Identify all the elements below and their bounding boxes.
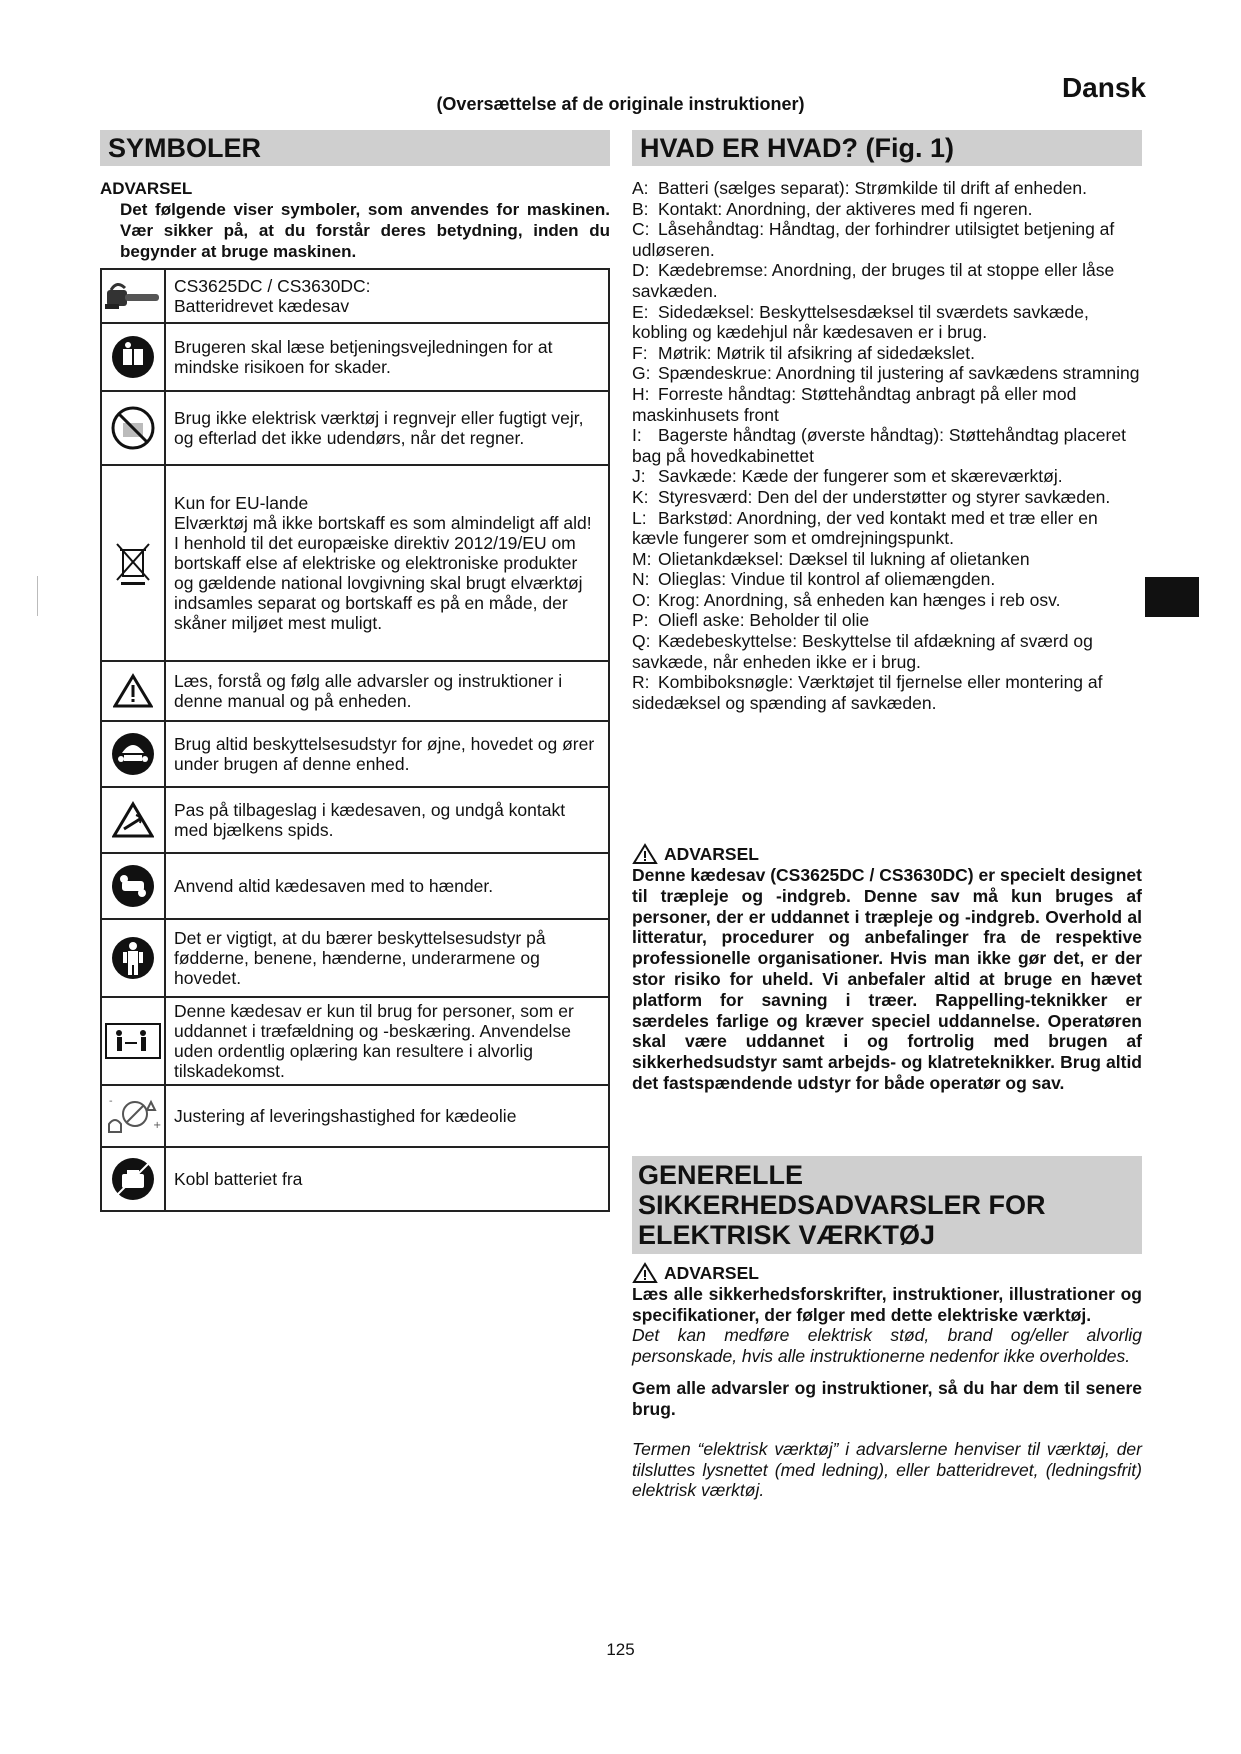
symbols-warning-text: Det følgende viser symboler, som anvendes for maskinen. Vær sikker på, at du forstår deres betydning, inden du begynder at bruge maskinen. [120,200,610,261]
symbol-description: Justering af leveringshastighed for kædeolie [165,1085,609,1147]
part-description: Barkstød: Anordning, der ved kontakt med et træ eller en kævle fungerer som et omdrejningspunkt. [632,507,1098,549]
symbol-row [101,919,609,997]
protective-suit-icon [101,919,165,997]
symbol-description: Brugeren skal læse betjeningsvejledningen for at mindske risikoen for skader. [165,323,609,391]
list-item [632,487,1142,508]
document-subtitle: (Oversættelse af de originale instruktioner) [436,94,805,114]
part-key: E: [632,301,649,322]
symbol-line: CS3625DC / CS3630DC: [174,276,371,296]
part-key: M: [632,548,652,569]
part-description: Savkæde: Kæde der fungerer som et skæreværktøj. [658,466,1063,487]
part-description: Sidedæksel: Beskyttelsesdæksel til sværdets savkæde, kobling og kædehjul når kædesaven er i brug. [632,301,1089,343]
list-item [632,302,1142,343]
symbol-row [101,269,609,323]
part-key: D: [632,260,650,281]
parts-list [632,178,1142,713]
part-description: Krog: Anordning, så enheden kan hænges i reb osv. [658,589,1061,610]
symbol-description [165,465,609,661]
symbol-line: I henhold til det europæiske direktiv 2012/19/EU om bortskaff else af elektriske og elektroniske produkter og gældende national lovgivning skal brugt elværktøj indsamles separat og bortskaff es på en måde, der skåner miljøet mest muligt. [174,533,583,633]
list-item [632,425,1142,466]
chainsaw-warning-label: ADVARSEL [664,843,759,864]
part-key: Q: [632,631,651,652]
oil-flow-icon [101,1085,165,1147]
symbols-table [100,268,610,1212]
symbol-description: Brug ikke elektrisk værktøj i regnvejr eller fugtigt vejr, og efterlad det ikke udendørs, når det regner. [165,391,609,465]
part-key: A: [632,178,649,198]
part-description: Olieglas: Vindue til kontrol af oliemængden. [658,569,996,590]
part-key: F: [632,342,648,363]
chainsaw-warning [632,843,1142,1094]
part-key: J: [632,466,646,487]
list-item [632,569,1142,590]
symbol-description: Denne kædesav er kun til brug for personer, som er uddannet i træfældning og -beskæring. Anvendelse uden ordentlig oplæring kan resultere i alvorlig tilskadekomst. [165,997,609,1085]
symbol-line: Kun for EU-lande [174,493,309,513]
two-hands-icon [101,853,165,919]
part-description: Oliefl aske: Beholder til olie [658,610,870,631]
chainsaw-icon [101,269,165,323]
svg-text:+: + [153,1120,162,1131]
list-item [632,199,1142,220]
symbols-warning [100,178,610,262]
symbols-warning-label: ADVARSEL [100,179,193,198]
list-item [632,590,1142,611]
list-item [632,466,1142,487]
part-description: Kædebremse: Anordning, der bruges til at stoppe eller låse savkæden. [632,260,1115,301]
symbol-description: Pas på tilbageslag i kædesaven, og undgå kontakt med bjælkens spids. [165,787,609,853]
part-description: Forreste håndtag: Støttehåndtag anbragt på eller mod maskinhusets front [632,383,1077,425]
list-item [632,178,1142,199]
part-description: Batteri (sælges separat): Strømkilde til drift af enheden. [658,178,1087,198]
whats-what-title: HVAD ER HVAD? (Fig. 1) [632,130,1142,166]
battery-disconnect-icon [101,1147,165,1211]
general-warning-header [632,1262,1142,1284]
part-description: Spændeskrue: Anordning til justering af savkædens stramning [658,363,1140,384]
scan-margin-line [37,576,38,616]
part-description: Olietankdæksel: Dæksel til lukning af olietanken [658,548,1030,569]
symbol-row [101,323,609,391]
svg-text:-: - [109,1096,113,1107]
part-description: Bagerste håndtag (øverste håndtag): Støttehåndtag placeret bag på hovedkabinettet [632,425,1126,466]
symbol-row [101,465,609,661]
list-item [632,343,1142,364]
symbol-row [101,391,609,465]
general-safety-body [632,1262,1142,1501]
list-item [632,508,1142,549]
list-item [632,610,1142,631]
part-key: B: [632,198,649,219]
list-item [632,260,1142,301]
symbol-description: Kobl batteriet fra [165,1147,609,1211]
general-warning-italic-1: Det kan medføre elektrisk stød, brand og/eller alvorlig personskade, hvis alle instruktionerne nedenfor ikke overholdes. [632,1325,1142,1366]
symbol-description: Brug altid beskyttelsesudstyr for øjne, hovedet og ører under brugen af denne enhed. [165,721,609,787]
weee-bin-icon [101,465,165,661]
list-item [632,219,1142,260]
page-number: 125 [606,1640,635,1659]
symbol-line: Elværktøj må ikke bortskaff es som almindeligt aff ald! [174,513,592,533]
read-manual-icon [101,323,165,391]
part-key: K: [632,486,649,507]
list-item [632,631,1142,672]
part-description: Styresværd: Den del der understøtter og styrer savkæden. [658,486,1111,507]
section-tab-marker [1145,577,1199,617]
list-item [632,363,1142,384]
symbol-description: Læs, forstå og følg alle advarsler og instruktioner i denne manual og på enheden. [165,661,609,721]
symbol-description [165,269,609,323]
list-item [632,384,1142,425]
protective-gear-icon [101,721,165,787]
chainsaw-warning-header [632,843,1142,865]
part-key: I: [632,425,642,446]
part-key: O: [632,589,651,610]
general-warning-italic-2: Termen “elektrisk værktøj” i advarslerne henviser til værktøj, der tilsluttes lysnettet (med ledning), eller batteridrevet, (ledningsfrit) elektrisk værktøj. [632,1439,1142,1500]
warning-triangle-icon [632,843,658,865]
symbol-row [101,997,609,1085]
symbol-row [101,787,609,853]
symbols-section-title: SYMBOLER [100,130,610,166]
symbol-row [101,661,609,721]
list-item [632,549,1142,570]
no-rain-icon [101,391,165,465]
part-key: H: [632,383,650,404]
symbol-row [101,1147,609,1211]
warning-triangle-icon [101,661,165,721]
part-description: Kontakt: Anordning, der aktiveres med fi ngeren. [658,198,1033,219]
part-key: L: [632,507,647,528]
chainsaw-warning-text: Denne kædesav (CS3625DC / CS3630DC) er specielt designet til træpleje og -indgreb. Denne sav må kun bruges af personer, der er uddannet i træpleje og -indgreb. Overhold al litteratur, procedurer og anbefalinger fra de respektive professionelle organisationer. Hvis man ikke gør det, er der stor risiko for uheld. Vi anbefaler altid at bruge en hævet platform for savning i træer. Rappelling-teknikker er særdeles farlige og kræver speciel uddannelse. Operatøren skal være uddannet i og fortrolig med brugen af sikkerhedsudstyr samt arbejds- og klatreteknikker. Brug altid det fastspændende udstyr for både operatør og sav. [632,865,1142,1093]
symbol-description: Anvend altid kædesaven med to hænder. [165,853,609,919]
part-key: P: [632,610,649,631]
trained-persons-icon [101,997,165,1085]
part-key: N: [632,569,650,590]
symbol-description: Det er vigtigt, at du bærer beskyttelsesudstyr på fødderne, benene, hænderne, underarmene og hovedet. [165,919,609,997]
warning-triangle-icon [632,1262,658,1284]
list-item [632,672,1142,713]
general-warning-bold-1: Læs alle sikkerhedsforskrifter, instruktioner, illustrationer og specifikationer, der følger med dette elektriske værktøj. [632,1284,1142,1325]
symbol-line: Batteridrevet kædesav [174,296,350,316]
symbol-row [101,721,609,787]
part-key: C: [632,219,650,240]
kickback-warning-icon [101,787,165,853]
part-key: R: [632,672,650,693]
part-key: G: [632,363,651,384]
part-description: Låsehåndtag: Håndtag, der forhindrer utilsigtet betjening af udløseren. [632,219,1115,260]
general-warning-label: ADVARSEL [664,1262,759,1283]
part-description: Kombiboksnøgle: Værktøjet til fjernelse eller montering af sidedæksel og spænding af savkæden. [632,672,1103,713]
language-label: Dansk [1061,72,1146,103]
general-warning-bold-2: Gem alle advarsler og instruktioner, så du har dem til senere brug. [632,1378,1142,1419]
general-safety-title: GENERELLE SIKKERHEDSADVARSLER FOR ELEKTRISK VÆRKTØJ [632,1156,1142,1254]
part-description: Kædebeskyttelse: Beskyttelse til afdækning af sværd og savkæde, når enheden ikke er i brug. [632,631,1093,672]
symbol-row [101,1085,609,1147]
symbol-row [101,853,609,919]
part-description: Møtrik: Møtrik til afsikring af sidedækslet. [658,342,975,363]
